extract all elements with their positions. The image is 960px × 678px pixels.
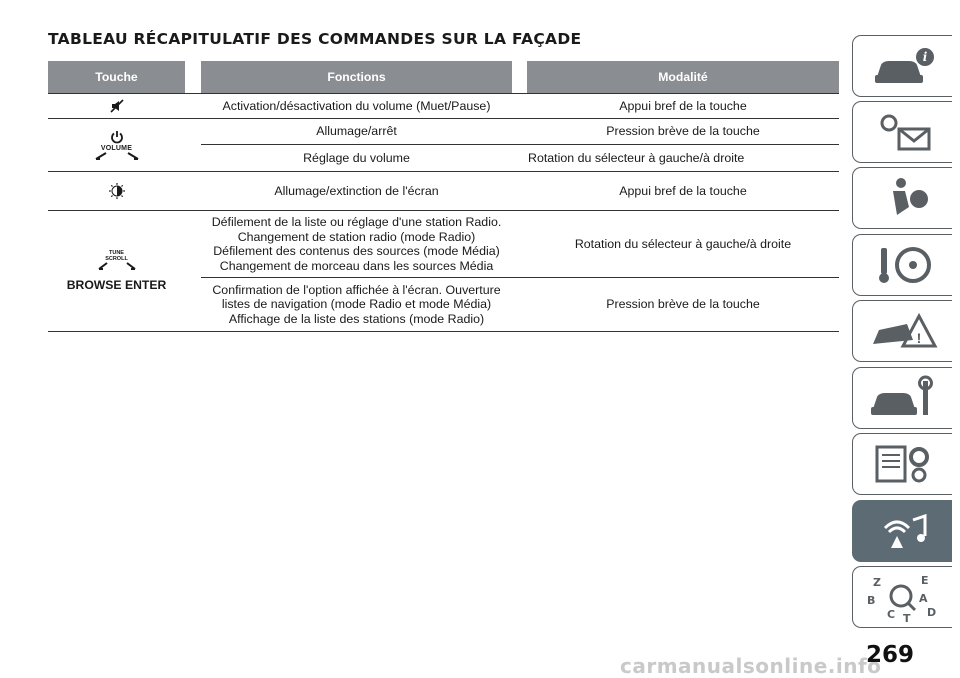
warning-light-envelope-icon — [863, 107, 943, 157]
controls-summary-table — [48, 61, 839, 326]
modalite-cell: Rotation du sélecteur à gauche/à droite — [574, 236, 792, 251]
volume-knob-label: VOLUME — [100, 145, 133, 152]
tab-warning-lights[interactable] — [852, 101, 952, 163]
car-wrench-icon — [863, 373, 943, 423]
tune-scroll-label — [105, 250, 128, 262]
car-info-icon — [863, 41, 943, 91]
spec-sheet-gears-icon — [863, 439, 943, 489]
tab-emergency[interactable] — [852, 300, 952, 362]
index-letter: C — [886, 608, 895, 621]
mute-icon — [109, 98, 125, 114]
fonction-cell — [201, 211, 512, 277]
chapter-tabs — [852, 0, 960, 678]
header-fonctions: Fonctions — [201, 61, 512, 93]
fonction-cell: Allumage/arrêt — [316, 124, 397, 139]
index-letter: D — [926, 606, 936, 619]
index-letter: B — [866, 594, 875, 607]
tab-maintenance[interactable] — [852, 367, 952, 429]
fonction-cell: Réglage du volume — [303, 150, 410, 165]
fonction-cell: Activation/désactivation du volume (Muet/Pause) — [222, 98, 491, 113]
table-row — [48, 211, 185, 331]
multimedia-music-icon — [863, 506, 943, 556]
fonction-cell — [201, 278, 512, 331]
browse-enter-label: BROWSE ENTER — [66, 278, 167, 292]
page-number: 269 — [866, 642, 915, 668]
fonction-line: Défilement de la liste ou réglage d'une station Radio. — [211, 215, 502, 229]
alphabetical-index-icon — [863, 572, 943, 622]
tab-starting-driving[interactable] — [852, 234, 952, 296]
svg-text:i: i — [922, 50, 927, 64]
tab-car-info[interactable] — [852, 35, 952, 97]
modalite-cell: Appui bref de la touche — [619, 98, 747, 113]
tab-safety[interactable] — [852, 167, 952, 229]
tab-multimedia[interactable] — [852, 500, 952, 562]
table-rule — [48, 331, 839, 332]
tune-scroll-knob-icon — [97, 262, 137, 270]
index-letter: E — [920, 574, 929, 587]
scroll-label: SCROLL — [105, 256, 128, 262]
index-letter: T — [902, 612, 911, 622]
key-steering-wheel-icon — [863, 240, 943, 290]
volume-knob-icon — [94, 152, 140, 160]
fonction-cell: Allumage/extinction de l'écran — [274, 183, 439, 198]
tune-label: TUNE — [109, 250, 124, 256]
fonction-line: listes de navigation (mode Radio et mode Média) — [221, 297, 492, 312]
table-row — [48, 119, 185, 171]
seat-airbag-icon — [863, 173, 943, 223]
screen-brightness-icon — [109, 183, 125, 199]
fonction-line: Affichage de la liste des stations (mode Radio) — [228, 311, 485, 326]
power-icon — [110, 130, 124, 144]
table-row — [48, 172, 185, 210]
fonction-line: Changement de station radio (mode Radio) — [237, 229, 476, 244]
tab-technical-data[interactable] — [852, 433, 952, 495]
table-row — [48, 94, 185, 118]
fonction-line: Confirmation de l'option affichée à l'écran. Ouverture — [212, 282, 501, 297]
tab-index[interactable] — [852, 566, 952, 628]
fonction-line: Défilement des contenus des sources (mode Média) — [213, 244, 500, 258]
modalite-cell: Appui bref de la touche — [619, 183, 747, 198]
table-header — [48, 61, 839, 93]
modalite-cell: Pression brève de la touche — [606, 124, 760, 139]
page-title: TABLEAU RÉCAPITULATIF DES COMMANDES SUR LA FAÇADE — [48, 30, 582, 48]
modalite-cell: Pression brève de la touche — [606, 297, 760, 312]
svg-text:!: ! — [916, 330, 921, 346]
fonction-line: Changement de morceau dans les sources Média — [219, 258, 494, 273]
header-touche: Touche — [48, 61, 185, 93]
modalite-cell: Rotation du sélecteur à gauche/à droite — [528, 150, 745, 165]
header-modalite: Modalité — [527, 61, 839, 93]
car-crash-warning-icon — [863, 306, 943, 356]
index-letter: Z — [872, 576, 881, 589]
watermark: carmanualsonline.info — [620, 654, 882, 678]
index-letter: A — [918, 592, 928, 605]
